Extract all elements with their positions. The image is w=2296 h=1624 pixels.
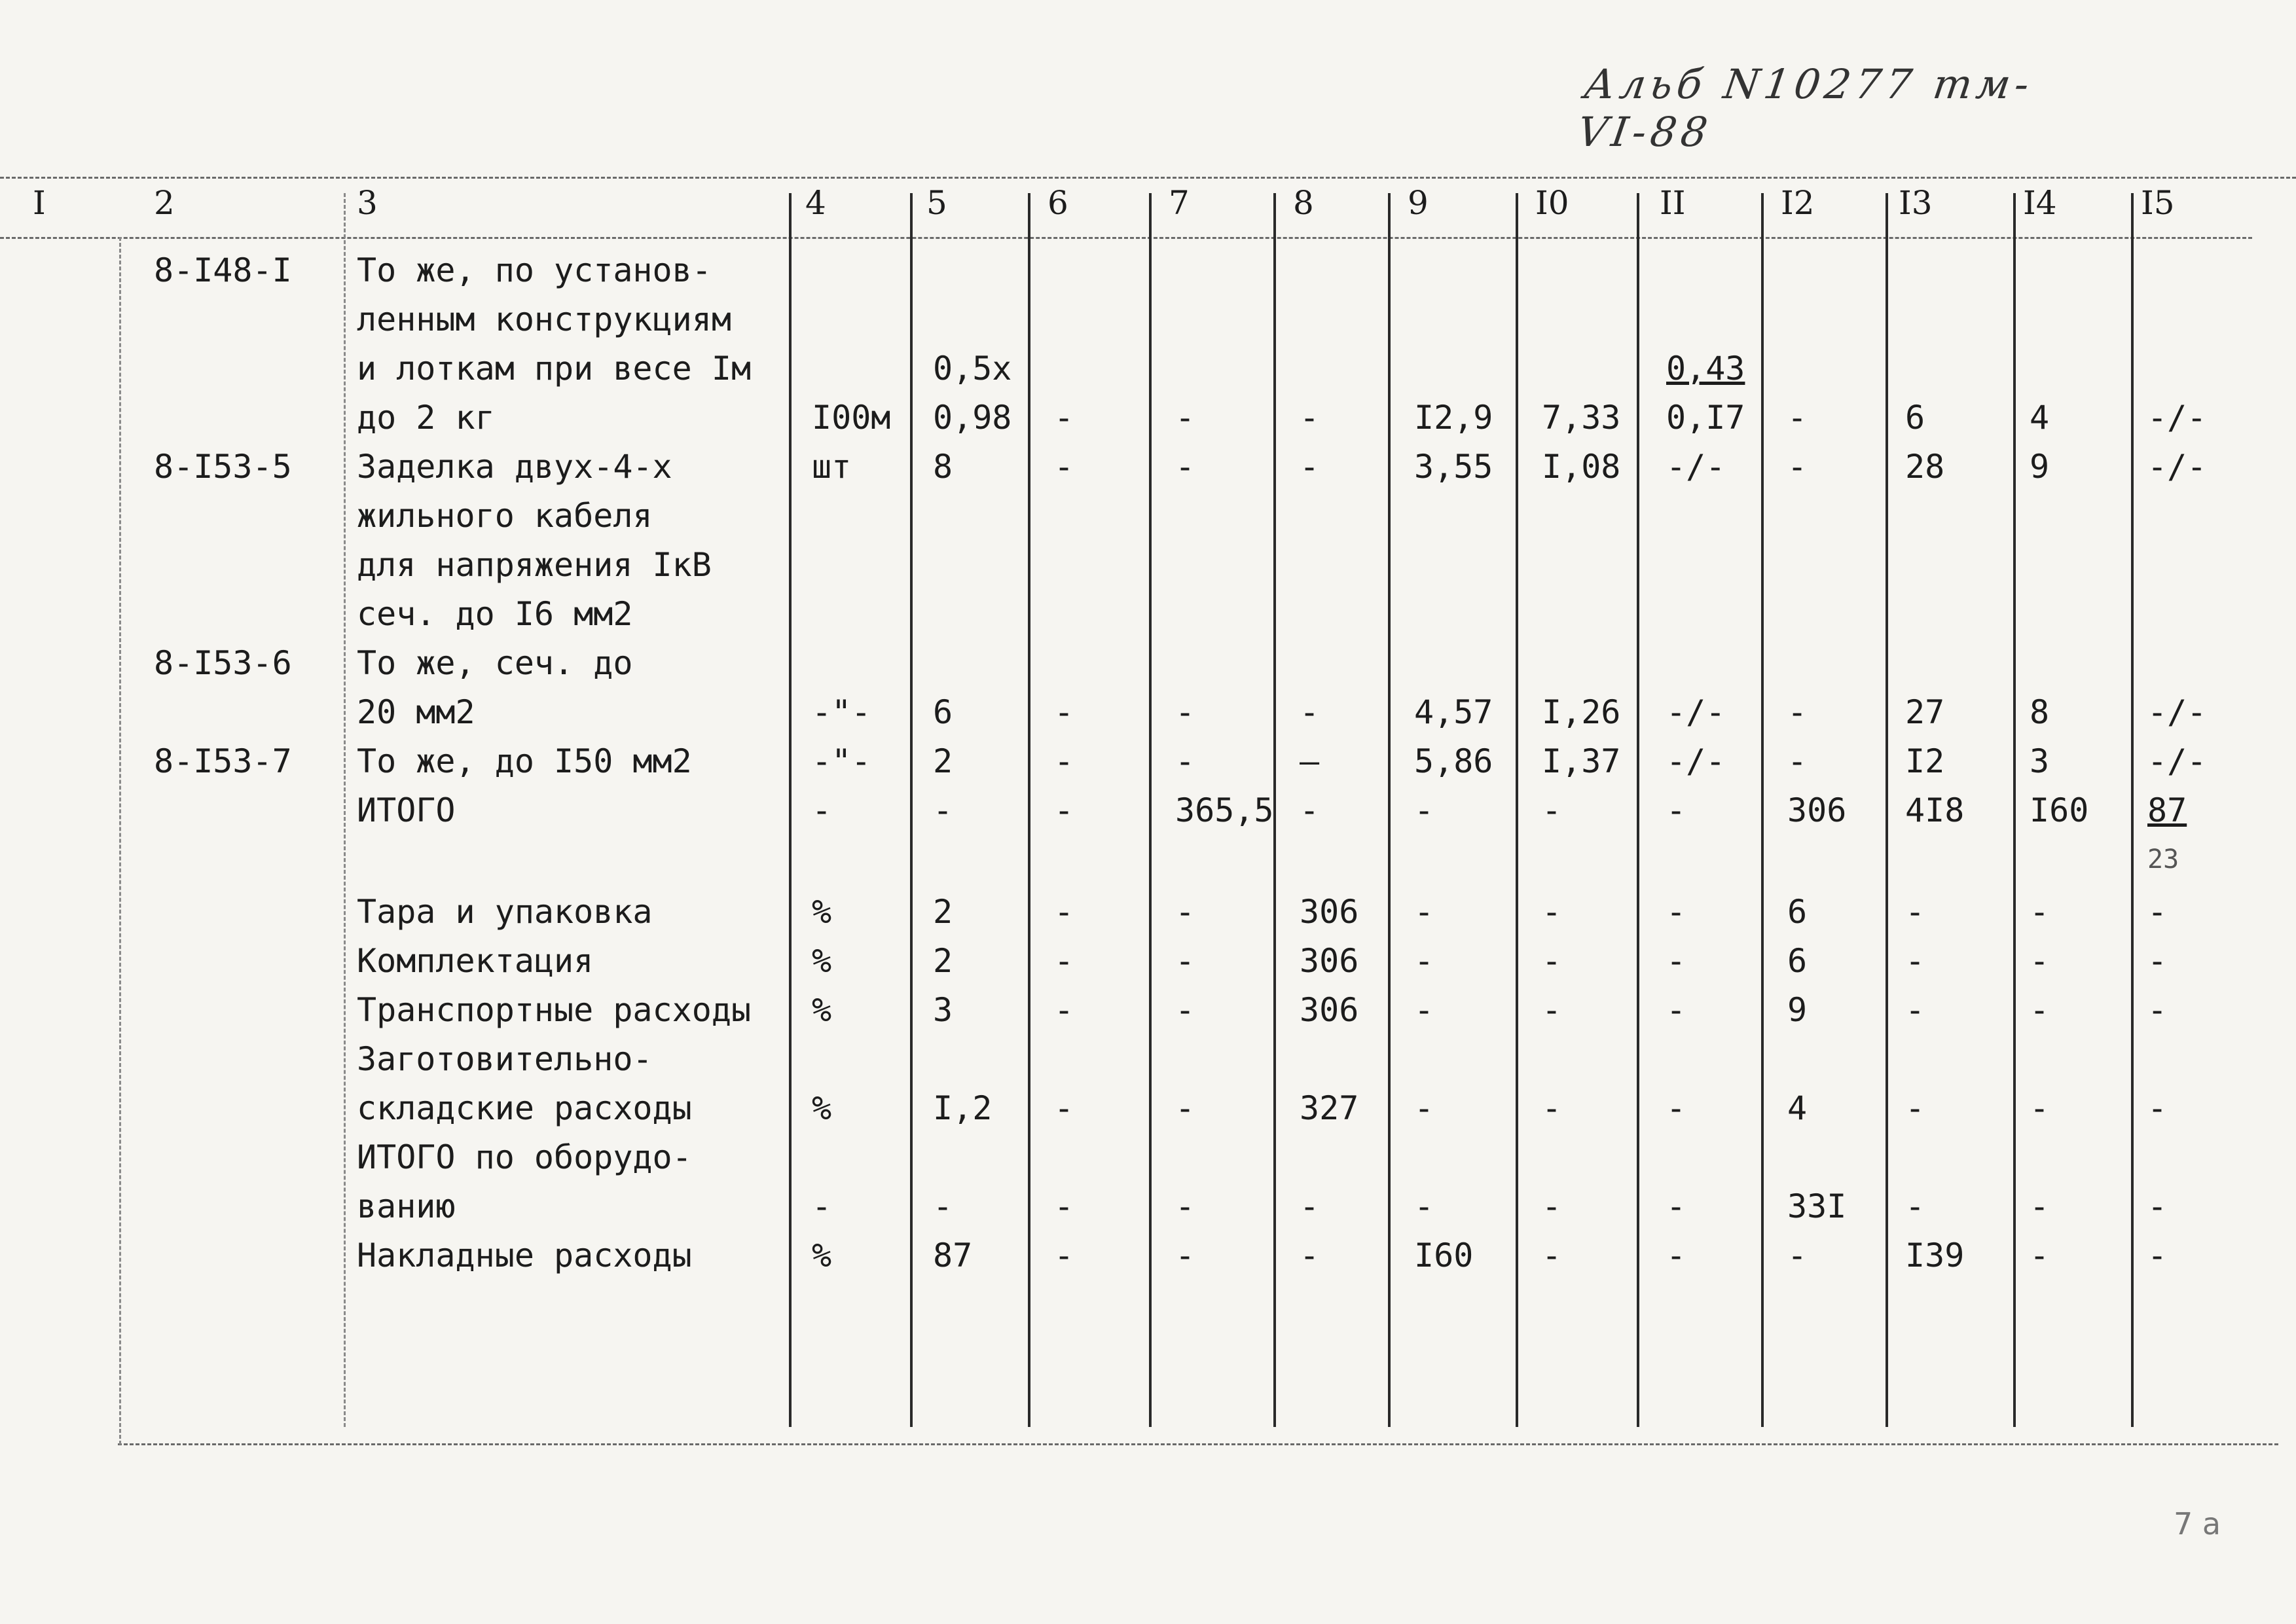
cell-value: - [1300, 693, 1320, 731]
cell-value: - [2147, 991, 2168, 1029]
row-code: 8-I48-I [154, 251, 292, 289]
cell-value: 4,57 [1414, 693, 1493, 731]
cell-value: — [1300, 742, 1320, 780]
cell-value: - [1175, 942, 1195, 980]
column-divider [2131, 193, 2134, 1427]
column-divider [1273, 193, 1276, 1427]
column-number-header: II [1660, 184, 1686, 222]
cell-value: - [1054, 791, 1074, 829]
header-bottom-rule [0, 237, 2252, 239]
cell-value: - [1300, 1236, 1320, 1274]
cell-value: 9 [2030, 448, 2050, 486]
cell-value: - [1542, 1089, 1562, 1127]
cell-value: I60 [2030, 791, 2089, 829]
cell-value: I,37 [1542, 742, 1621, 780]
row-code: 8-I53-6 [154, 644, 292, 682]
cell-value: 2 [933, 742, 953, 780]
cell-value: 0,98 [933, 399, 1012, 437]
row-description: ИТОГО по оборудо- [357, 1138, 692, 1176]
cell-value: - [1175, 742, 1195, 780]
cell-value: 4I8 [1905, 791, 1965, 829]
cell-value: - [1542, 942, 1562, 980]
cell-value: - [2147, 893, 2168, 931]
cell-value: - [1905, 942, 1925, 980]
cell-value: 327 [1300, 1089, 1359, 1127]
row-code: 8-I53-7 [154, 742, 292, 780]
cell-value: - [1666, 1089, 1686, 1127]
table-bottom-rule [118, 1443, 2278, 1445]
cell-value: 87 [2147, 791, 2187, 829]
cell-value: - [1054, 1187, 1074, 1225]
cell-value: % [812, 1089, 832, 1127]
cell-value: - [1787, 399, 1808, 437]
row-description: 20 мм2 [357, 693, 475, 731]
column-number-header: I4 [2023, 184, 2057, 222]
cell-value: - [1787, 1236, 1808, 1274]
cell-value: - [1542, 991, 1562, 1029]
cell-value: -/- [1666, 448, 1726, 486]
column-divider [1388, 193, 1391, 1427]
cell-value: - [1175, 1187, 1195, 1225]
column-divider [1886, 193, 1888, 1427]
column-divider [1149, 193, 1152, 1427]
cell-value: - [1054, 893, 1074, 931]
cell-value: 3 [933, 991, 953, 1029]
cell-value: - [1414, 942, 1434, 980]
column-number-header: I [33, 184, 46, 222]
column-number-header: 4 [805, 184, 826, 222]
cell-value: 2 [933, 893, 953, 931]
cell-value: - [2030, 942, 2050, 980]
column-number-header: 7 [1169, 184, 1190, 222]
cell-value: 23 [2147, 844, 2179, 875]
cell-value: - [2030, 1236, 2050, 1274]
cell-value: - [1414, 1187, 1434, 1225]
column-number-header: 5 [926, 184, 947, 222]
row-description: Тара и упаковка [357, 893, 653, 931]
cell-value: - [1300, 448, 1320, 486]
cell-value: - [1175, 448, 1195, 486]
column-divider [2013, 193, 2016, 1427]
row-description: Заготовительно- [357, 1040, 653, 1078]
cell-value: -/- [1666, 742, 1726, 780]
cell-value: 4 [2030, 399, 2050, 437]
cell-value: - [2030, 893, 2050, 931]
cell-value: - [1054, 942, 1074, 980]
archive-stamp: Альб N10277 тм-VI-88 [1575, 60, 2037, 156]
row-description: То же, сеч. до [357, 644, 633, 682]
cell-value: 33I [1787, 1187, 1847, 1225]
cell-value: - [1666, 1236, 1686, 1274]
cell-value: - [1542, 791, 1562, 829]
cell-value: 3,55 [1414, 448, 1493, 486]
page-edge-mark: 7 a [2174, 1506, 2221, 1542]
cell-value: - [812, 791, 832, 829]
cell-value: - [1175, 693, 1195, 731]
cell-value: - [1542, 1236, 1562, 1274]
cell-value: - [1787, 693, 1808, 731]
cell-value: I60 [1414, 1236, 1474, 1274]
row-description: ленным конструкциям [357, 300, 731, 338]
column-divider [1516, 193, 1518, 1427]
cell-value: 7,33 [1542, 399, 1621, 437]
cell-value: 6 [1787, 942, 1808, 980]
cell-value: - [1666, 991, 1686, 1029]
cell-value: -"- [812, 742, 871, 780]
cell-value: 6 [933, 693, 953, 731]
row-description: до 2 кг [357, 399, 495, 437]
cell-value: 8 [2030, 693, 2050, 731]
cell-value: шт [812, 448, 852, 486]
cell-value: - [1905, 1089, 1925, 1127]
cell-value: 306 [1300, 893, 1359, 931]
cell-value: 8 [933, 448, 953, 486]
cell-value: 28 [1905, 448, 1945, 486]
cell-value: -/- [2147, 448, 2207, 486]
column-divider [910, 193, 913, 1427]
cell-value: - [1905, 893, 1925, 931]
cell-value: - [1054, 1236, 1074, 1274]
cell-value: 6 [1787, 893, 1808, 931]
column-number-header: I5 [2141, 184, 2175, 222]
cell-value: 27 [1905, 693, 1945, 731]
column-divider [1028, 193, 1030, 1427]
cell-value: % [812, 942, 832, 980]
cell-value: - [1666, 1187, 1686, 1225]
row-description: складские расходы [357, 1089, 692, 1127]
row-description: ИТОГО [357, 791, 456, 829]
cell-value: - [2147, 1187, 2168, 1225]
column-number-header: 6 [1048, 184, 1068, 222]
cell-value: 4 [1787, 1089, 1808, 1127]
cell-value: - [1905, 991, 1925, 1029]
column-number-header: I2 [1781, 184, 1815, 222]
cell-value: - [1414, 893, 1434, 931]
cell-value: - [1175, 893, 1195, 931]
cell-value: 2 [933, 942, 953, 980]
cell-value: I2,9 [1414, 399, 1493, 437]
cell-value: - [1054, 991, 1074, 1029]
row-description: и лоткам при весе Iм [357, 350, 752, 388]
cell-value: - [1414, 1089, 1434, 1127]
cell-value: 6 [1905, 399, 1925, 437]
row-description: для напряжения IкВ [357, 546, 712, 584]
cell-value: - [1414, 991, 1434, 1029]
cell-value: - [1787, 448, 1808, 486]
cell-value: - [1300, 1187, 1320, 1225]
row-description: То же, по установ- [357, 251, 712, 289]
cell-value: - [933, 791, 953, 829]
cell-value: 0,43 [1666, 350, 1745, 388]
row-description: Комплектация [357, 942, 594, 980]
cell-value: 365,5 [1175, 791, 1274, 829]
row-description: ванию [357, 1187, 456, 1225]
cell-value: I00м [812, 399, 891, 437]
cell-value: I39 [1905, 1236, 1965, 1274]
cell-value: 0,5х [933, 350, 1012, 388]
cell-value: -/- [2147, 399, 2207, 437]
cell-value: % [812, 991, 832, 1029]
column-number-header: I3 [1899, 184, 1933, 222]
cell-value: - [1300, 399, 1320, 437]
column-divider [1761, 193, 1764, 1427]
cell-value: - [1542, 893, 1562, 931]
cell-value: % [812, 893, 832, 931]
left-edge-rule [119, 237, 121, 1445]
row-description: Транспортные расходы [357, 991, 752, 1029]
row-description: Заделка двух-4-х [357, 448, 672, 486]
cell-value: - [1666, 893, 1686, 931]
cell-value: % [812, 1236, 832, 1274]
cell-value: I,26 [1542, 693, 1621, 731]
cell-value: - [933, 1187, 953, 1225]
cell-value: I,08 [1542, 448, 1621, 486]
cell-value: -/- [2147, 693, 2207, 731]
cell-value: - [1054, 1089, 1074, 1127]
column-divider [1637, 193, 1639, 1427]
row-description: То же, до I50 мм2 [357, 742, 692, 780]
column-number-header: I0 [1535, 184, 1569, 222]
cell-value: - [1666, 942, 1686, 980]
cell-value: - [1175, 991, 1195, 1029]
row-description: Накладные расходы [357, 1236, 692, 1274]
cell-value: 3 [2030, 742, 2050, 780]
cell-value: I,2 [933, 1089, 993, 1127]
cell-value: - [1054, 448, 1074, 486]
column-number-header: 8 [1293, 184, 1314, 222]
cell-value: - [1905, 1187, 1925, 1225]
cell-value: -/- [2147, 742, 2207, 780]
cell-value: - [1414, 791, 1434, 829]
cell-value: - [2030, 991, 2050, 1029]
column-number-header: 2 [154, 184, 175, 222]
row-code: 8-I53-5 [154, 448, 292, 486]
cell-value: -"- [812, 693, 871, 731]
header-top-rule [0, 177, 2296, 179]
cell-value: 9 [1787, 991, 1808, 1029]
cell-value: 5,86 [1414, 742, 1493, 780]
column-number-header: 9 [1408, 184, 1429, 222]
cell-value: - [812, 1187, 832, 1225]
cell-value: - [1300, 791, 1320, 829]
cell-value: - [1175, 1236, 1195, 1274]
cell-value: - [2030, 1089, 2050, 1127]
cell-value: - [1175, 1089, 1195, 1127]
cell-value: -/- [1666, 693, 1726, 731]
cell-value: 306 [1787, 791, 1847, 829]
column-divider [789, 193, 792, 1427]
cell-value: - [1054, 693, 1074, 731]
cell-value: - [1054, 742, 1074, 780]
cell-value: 0,I7 [1666, 399, 1745, 437]
cell-value: 306 [1300, 991, 1359, 1029]
cell-value: 87 [933, 1236, 973, 1274]
row-description: жильного кабеля [357, 497, 653, 535]
cell-value: - [1054, 399, 1074, 437]
cell-value: - [1787, 742, 1808, 780]
cell-value: - [2030, 1187, 2050, 1225]
column-divider [344, 193, 346, 1427]
cell-value: - [1175, 399, 1195, 437]
row-description: сеч. до I6 мм2 [357, 595, 633, 633]
column-number-header: 3 [357, 184, 378, 222]
cell-value: - [1542, 1187, 1562, 1225]
cell-value: - [2147, 1236, 2168, 1274]
cell-value: - [1666, 791, 1686, 829]
cell-value: - [2147, 1089, 2168, 1127]
cell-value: I2 [1905, 742, 1945, 780]
cell-value: 306 [1300, 942, 1359, 980]
cell-value: - [2147, 942, 2168, 980]
